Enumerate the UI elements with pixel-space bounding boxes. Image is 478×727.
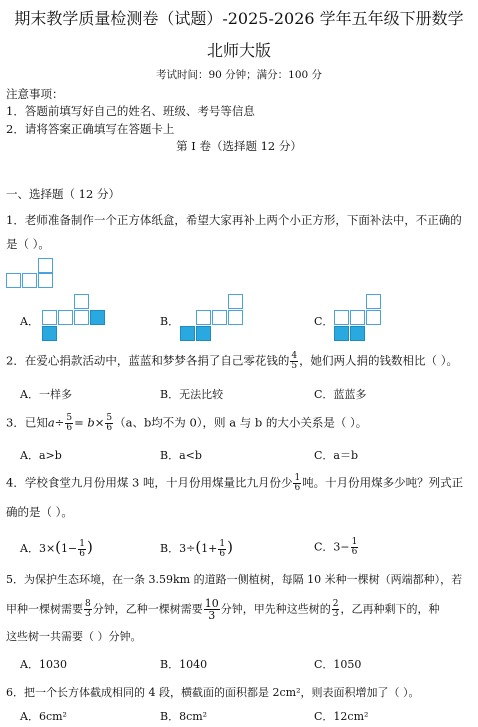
q5-option-c: C．1050: [314, 658, 362, 671]
q1-text-line2: 是（ ）。: [6, 237, 50, 251]
q5-text-line2: 甲种一棵树需要 $\frac{8}{3}$ 分钟，乙种一棵树需要 $\frac{10}{3}$ 分钟，甲先种这些树的 $\frac{2}{3}$ ，乙再种剩下的，种: [6, 597, 440, 622]
q5-option-a: A．1030: [20, 658, 67, 671]
notes-item-1: 1．答题前填写好自己的姓名、班级、考号等信息: [6, 104, 255, 118]
q1-option-b-net: [180, 294, 246, 342]
q3-text: 3．已知a÷ $\frac{5}{6}$ = b× $\frac{5}{6}$ （a、b均不为 0），则 a 与 b 的大小关系是（ ）。: [6, 413, 368, 433]
volume-title: 第 I 卷（选择题 12 分）: [176, 139, 302, 153]
q5-option-b: B．1040: [160, 658, 208, 671]
q3-option-c: C．a＝b: [314, 449, 359, 462]
q5-text-line1: 5．为保护生态环境，在一条 3.59km 的道路一侧植树，每隔 10 米种一棵树（两端都种），若: [6, 573, 463, 586]
q3-option-b: B．a<b: [160, 449, 202, 462]
q3-option-a: A．a>b: [20, 449, 62, 462]
q1-option-c-label: C．: [314, 315, 334, 328]
q2-fraction: $\frac{4}{5}$: [291, 351, 298, 371]
q1-option-a-label: A．: [20, 315, 39, 328]
q2-option-a: A．一样多: [20, 388, 72, 401]
q2-option-b: B．无法比较: [160, 388, 224, 401]
q4-text-line2: 确的是（ ）。: [6, 505, 73, 519]
q2-option-c: C．蓝蓝多: [314, 388, 367, 401]
q1-given-net: [6, 258, 54, 290]
q6-option-a: A．6cm²: [20, 710, 67, 723]
q1-option-c-net: [334, 294, 384, 342]
notes-item-2: 2．请将答案正确填写在答题卡上: [6, 122, 175, 136]
section-title: 一、选择题（ 12 分）: [6, 187, 120, 201]
q4-text-line1: 4．学校食堂九月份用煤 3 吨，十月份用煤量比九月份少 $\frac{1}{6}$ 吨。十月份用煤多少吨？列式正: [6, 473, 464, 493]
q4-option-b: B．3÷(1+ $\frac{1}{6}$ ): [160, 538, 233, 559]
q5-text-line3: 这些树一共需要（ ）分钟。: [6, 630, 142, 643]
q1-option-b-label: B．: [160, 315, 180, 328]
q6-text: 6．把一个长方体截成相同的 4 段，横截面的面积都是 2cm²，则表面积增加了（ ）。: [6, 686, 420, 699]
q2-text: 2．在爱心捐款活动中，蓝蓝和梦梦各捐了自己零花钱的 $\frac{4}{5}$ ，她们两人捐的钱数相比（ ）。: [6, 351, 458, 371]
q1-option-a-net: [42, 294, 108, 342]
exam-meta: 考试时间：90 分钟；满分：100 分: [155, 69, 323, 81]
q6-option-c: C．12cm²: [314, 710, 369, 723]
q6-option-b: B．8cm²: [160, 710, 208, 723]
page-title: 期末教学质量检测卷（试题）-2025-2026 学年五年级下册数学: [14, 9, 464, 28]
q1-text-line1: 1．老师准备制作一个正方体纸盒，希望大家再补上两个小正方形，下面补法中，不正确的: [6, 213, 462, 227]
notes-heading: 注意事项：: [6, 87, 64, 101]
q4-option-a: A．3×(1− $\frac{1}{6}$ ): [20, 538, 93, 559]
page-subtitle: 北师大版: [206, 41, 271, 60]
q4-option-c: C．3− $\frac{1}{6}$: [314, 537, 358, 557]
